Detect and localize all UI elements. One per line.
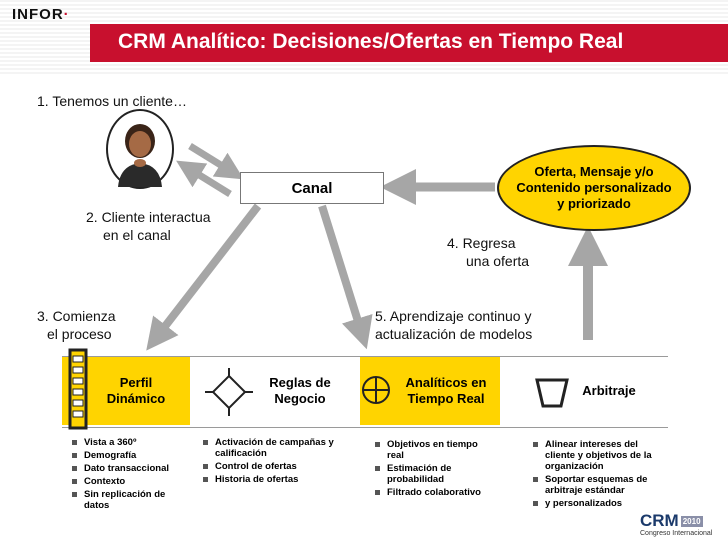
list-item: Vista a 360º (72, 437, 190, 448)
bullets-arbitraje (533, 439, 663, 511)
list-item: Demografía (72, 450, 190, 461)
funnel-icon (535, 378, 569, 408)
list-item: Sin replicación de datos (72, 489, 190, 511)
bullets-analiticos (375, 439, 497, 500)
list-item: y personalizados (533, 498, 663, 509)
list-item: Alinear intereses del cliente y objetivos de la organización (533, 439, 663, 472)
box-analiticos: Analíticos en Tiempo Real (405, 375, 487, 406)
list-item: Contexto (72, 476, 190, 487)
list-item: Dato transaccional (72, 463, 190, 474)
decision-diamond-icon (205, 368, 253, 416)
list-item: Objetivos en tiempo real (375, 439, 497, 461)
box-perfil-dinamico: Perfil Dinámico (106, 375, 166, 406)
step5-line2: actualización de modelos (375, 326, 533, 342)
step2-line2: en el canal (103, 227, 171, 243)
profile-filmstrip-icon (68, 348, 88, 430)
step4-line1: 4. Regresa (447, 235, 516, 251)
person-icon (108, 111, 172, 187)
list-item: Filtrado colaborativo (375, 487, 497, 498)
box-arbitraje: Arbitraje (582, 383, 636, 398)
offer-ellipse: Oferta, Mensaje y/o Contenido personalizado y priorizado (497, 145, 691, 231)
step4-line2: una oferta (466, 253, 530, 269)
list-item: Control de ofertas (203, 461, 341, 472)
step3-line1: 3. Comienza (37, 308, 116, 324)
customer-avatar (106, 109, 174, 189)
list-item: Activación de campañas y calificación (203, 437, 341, 459)
list-item: Soportar esquemas de arbitraje estándar (533, 474, 663, 496)
crm-congress-logo: CRM 2010 Congreso Internacional (640, 511, 713, 537)
box-reglas-negocio: Reglas de Negocio (269, 375, 331, 406)
page-title: CRM Analítico: Decisiones/Ofertas en Tiempo Real (118, 30, 624, 53)
step1-label: 1. Tenemos un cliente… (37, 93, 187, 109)
step3-line2: el proceso (47, 326, 112, 342)
infor-logo: INFOR· (12, 6, 70, 23)
arrow-canal-to-analytics (322, 206, 362, 334)
step2-line1: 2. Cliente interactua (86, 209, 211, 225)
crosshair-icon (361, 375, 391, 405)
list-item: Estimación de probabilidad (375, 463, 497, 485)
canal-box: Canal (240, 172, 384, 204)
step5-line1: 5. Aprendizaje continuo y (375, 308, 532, 324)
bullets-perfil (72, 437, 190, 513)
arrow-canal-to-customer (188, 168, 230, 194)
bullets-reglas (203, 437, 341, 487)
list-item: Historia de ofertas (203, 474, 341, 485)
arrow-customer-to-canal (190, 146, 232, 172)
